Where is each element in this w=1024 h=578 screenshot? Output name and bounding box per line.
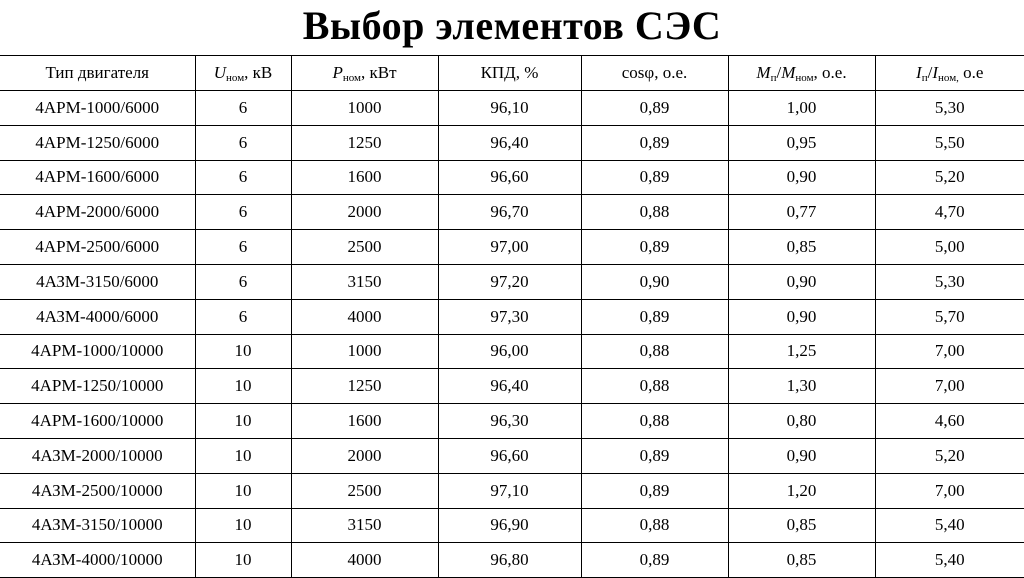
cell-efficiency: 97,00 bbox=[438, 230, 581, 265]
cell-current-ratio: 5,40 bbox=[875, 543, 1024, 578]
cell-power-factor: 0,88 bbox=[581, 404, 728, 439]
cell-power-factor: 0,89 bbox=[581, 299, 728, 334]
table-row bbox=[0, 369, 1024, 404]
cell-efficiency: 97,20 bbox=[438, 264, 581, 299]
header-torque-ratio: $M_п/M_{ном}$, о.е. bbox=[728, 56, 875, 91]
motor-selection-table bbox=[0, 55, 1024, 578]
cell-power-factor: 0,89 bbox=[581, 230, 728, 265]
cell-power: 4000 bbox=[291, 299, 438, 334]
cell-voltage: 6 bbox=[195, 160, 291, 195]
cell-current-ratio: 5,50 bbox=[875, 125, 1024, 160]
cell-voltage: 6 bbox=[195, 299, 291, 334]
cell-motor-type: 4АЗМ-3150/10000 bbox=[0, 508, 195, 543]
cell-current-ratio: 5,40 bbox=[875, 508, 1024, 543]
header-power: $P_{ном}$, кВт bbox=[291, 56, 438, 91]
cell-power-factor: 0,90 bbox=[581, 264, 728, 299]
cell-voltage: 10 bbox=[195, 404, 291, 439]
cell-power: 1000 bbox=[291, 334, 438, 369]
table-row bbox=[0, 91, 1024, 126]
table-row bbox=[0, 543, 1024, 578]
cell-current-ratio: 5,00 bbox=[875, 230, 1024, 265]
cell-current-ratio: 7,00 bbox=[875, 334, 1024, 369]
cell-motor-type: 4АРМ-1000/10000 bbox=[0, 334, 195, 369]
cell-power: 3150 bbox=[291, 264, 438, 299]
cell-efficiency: 96,40 bbox=[438, 125, 581, 160]
cell-torque-ratio: 0,90 bbox=[728, 438, 875, 473]
cell-motor-type: 4АРМ-1250/10000 bbox=[0, 369, 195, 404]
cell-power: 2500 bbox=[291, 473, 438, 508]
table-row bbox=[0, 299, 1024, 334]
table-body bbox=[0, 91, 1024, 578]
cell-power: 1250 bbox=[291, 125, 438, 160]
cell-voltage: 6 bbox=[195, 230, 291, 265]
cell-voltage: 10 bbox=[195, 369, 291, 404]
cell-current-ratio: 4,70 bbox=[875, 195, 1024, 230]
cell-current-ratio: 7,00 bbox=[875, 473, 1024, 508]
table-row bbox=[0, 264, 1024, 299]
page-title: Выбор элементов СЭС bbox=[302, 3, 722, 48]
table-row bbox=[0, 125, 1024, 160]
cell-motor-type: 4АРМ-1600/6000 bbox=[0, 160, 195, 195]
cell-power-factor: 0,89 bbox=[581, 160, 728, 195]
header-power-factor: cosφ, о.е. bbox=[581, 56, 728, 91]
table-row bbox=[0, 160, 1024, 195]
cell-torque-ratio: 0,85 bbox=[728, 230, 875, 265]
cell-efficiency: 97,10 bbox=[438, 473, 581, 508]
cell-efficiency: 96,00 bbox=[438, 334, 581, 369]
cell-power: 1000 bbox=[291, 91, 438, 126]
cell-power-factor: 0,88 bbox=[581, 195, 728, 230]
cell-torque-ratio: 1,25 bbox=[728, 334, 875, 369]
cell-efficiency: 96,60 bbox=[438, 160, 581, 195]
table-row bbox=[0, 334, 1024, 369]
cell-motor-type: 4АРМ-2500/6000 bbox=[0, 230, 195, 265]
cell-motor-type: 4АЗМ-3150/6000 bbox=[0, 264, 195, 299]
table-row bbox=[0, 195, 1024, 230]
cell-power: 4000 bbox=[291, 543, 438, 578]
cell-power: 2500 bbox=[291, 230, 438, 265]
cell-power-factor: 0,88 bbox=[581, 369, 728, 404]
table-row bbox=[0, 508, 1024, 543]
cell-efficiency: 96,70 bbox=[438, 195, 581, 230]
table-row bbox=[0, 473, 1024, 508]
cell-current-ratio: 5,30 bbox=[875, 91, 1024, 126]
cell-power-factor: 0,89 bbox=[581, 473, 728, 508]
cell-power: 1600 bbox=[291, 404, 438, 439]
cell-motor-type: 4АРМ-2000/6000 bbox=[0, 195, 195, 230]
cell-voltage: 6 bbox=[195, 125, 291, 160]
cell-power-factor: 0,88 bbox=[581, 508, 728, 543]
cell-power-factor: 0,89 bbox=[581, 91, 728, 126]
header-efficiency: КПД, % bbox=[438, 56, 581, 91]
table-row bbox=[0, 404, 1024, 439]
header-current-ratio: $I_п/I_{ном,}$ о.е bbox=[875, 56, 1024, 91]
cell-torque-ratio: 0,77 bbox=[728, 195, 875, 230]
cell-torque-ratio: 0,90 bbox=[728, 160, 875, 195]
table-row bbox=[0, 230, 1024, 265]
cell-torque-ratio: 1,00 bbox=[728, 91, 875, 126]
cell-current-ratio: 5,20 bbox=[875, 438, 1024, 473]
cell-torque-ratio: 1,30 bbox=[728, 369, 875, 404]
cell-efficiency: 96,80 bbox=[438, 543, 581, 578]
cell-torque-ratio: 0,90 bbox=[728, 264, 875, 299]
cell-efficiency: 96,60 bbox=[438, 438, 581, 473]
cell-current-ratio: 5,20 bbox=[875, 160, 1024, 195]
cell-power-factor: 0,89 bbox=[581, 125, 728, 160]
cell-motor-type: 4АРМ-1250/6000 bbox=[0, 125, 195, 160]
cell-motor-type: 4АРМ-1000/6000 bbox=[0, 91, 195, 126]
cell-voltage: 6 bbox=[195, 91, 291, 126]
cell-voltage: 10 bbox=[195, 334, 291, 369]
cell-efficiency: 97,30 bbox=[438, 299, 581, 334]
cell-efficiency: 96,40 bbox=[438, 369, 581, 404]
cell-torque-ratio: 0,90 bbox=[728, 299, 875, 334]
cell-voltage: 6 bbox=[195, 195, 291, 230]
cell-power: 2000 bbox=[291, 438, 438, 473]
cell-torque-ratio: 0,85 bbox=[728, 508, 875, 543]
cell-voltage: 10 bbox=[195, 473, 291, 508]
cell-power: 3150 bbox=[291, 508, 438, 543]
cell-torque-ratio: 0,85 bbox=[728, 543, 875, 578]
table-row bbox=[0, 438, 1024, 473]
cell-efficiency: 96,90 bbox=[438, 508, 581, 543]
cell-motor-type: 4АЗМ-4000/6000 bbox=[0, 299, 195, 334]
cell-motor-type: 4АЗМ-2000/10000 bbox=[0, 438, 195, 473]
cell-voltage: 10 bbox=[195, 438, 291, 473]
cell-efficiency: 96,30 bbox=[438, 404, 581, 439]
header-motor-type: Тип двигателя bbox=[0, 56, 195, 91]
cell-torque-ratio: 0,80 bbox=[728, 404, 875, 439]
cell-power: 2000 bbox=[291, 195, 438, 230]
cell-power-factor: 0,89 bbox=[581, 543, 728, 578]
cell-motor-type: 4АЗМ-4000/10000 bbox=[0, 543, 195, 578]
cell-torque-ratio: 0,95 bbox=[728, 125, 875, 160]
cell-voltage: 10 bbox=[195, 508, 291, 543]
table-header-row bbox=[0, 56, 1024, 91]
cell-power: 1250 bbox=[291, 369, 438, 404]
cell-torque-ratio: 1,20 bbox=[728, 473, 875, 508]
cell-power: 1600 bbox=[291, 160, 438, 195]
cell-voltage: 10 bbox=[195, 543, 291, 578]
cell-power-factor: 0,89 bbox=[581, 438, 728, 473]
header-voltage: $U_{ном}$, кВ bbox=[195, 56, 291, 91]
cell-efficiency: 96,10 bbox=[438, 91, 581, 126]
cell-voltage: 6 bbox=[195, 264, 291, 299]
cell-current-ratio: 5,30 bbox=[875, 264, 1024, 299]
cell-power-factor: 0,88 bbox=[581, 334, 728, 369]
cell-current-ratio: 7,00 bbox=[875, 369, 1024, 404]
cell-current-ratio: 5,70 bbox=[875, 299, 1024, 334]
cell-motor-type: 4АЗМ-2500/10000 bbox=[0, 473, 195, 508]
cell-current-ratio: 4,60 bbox=[875, 404, 1024, 439]
cell-motor-type: 4АРМ-1600/10000 bbox=[0, 404, 195, 439]
